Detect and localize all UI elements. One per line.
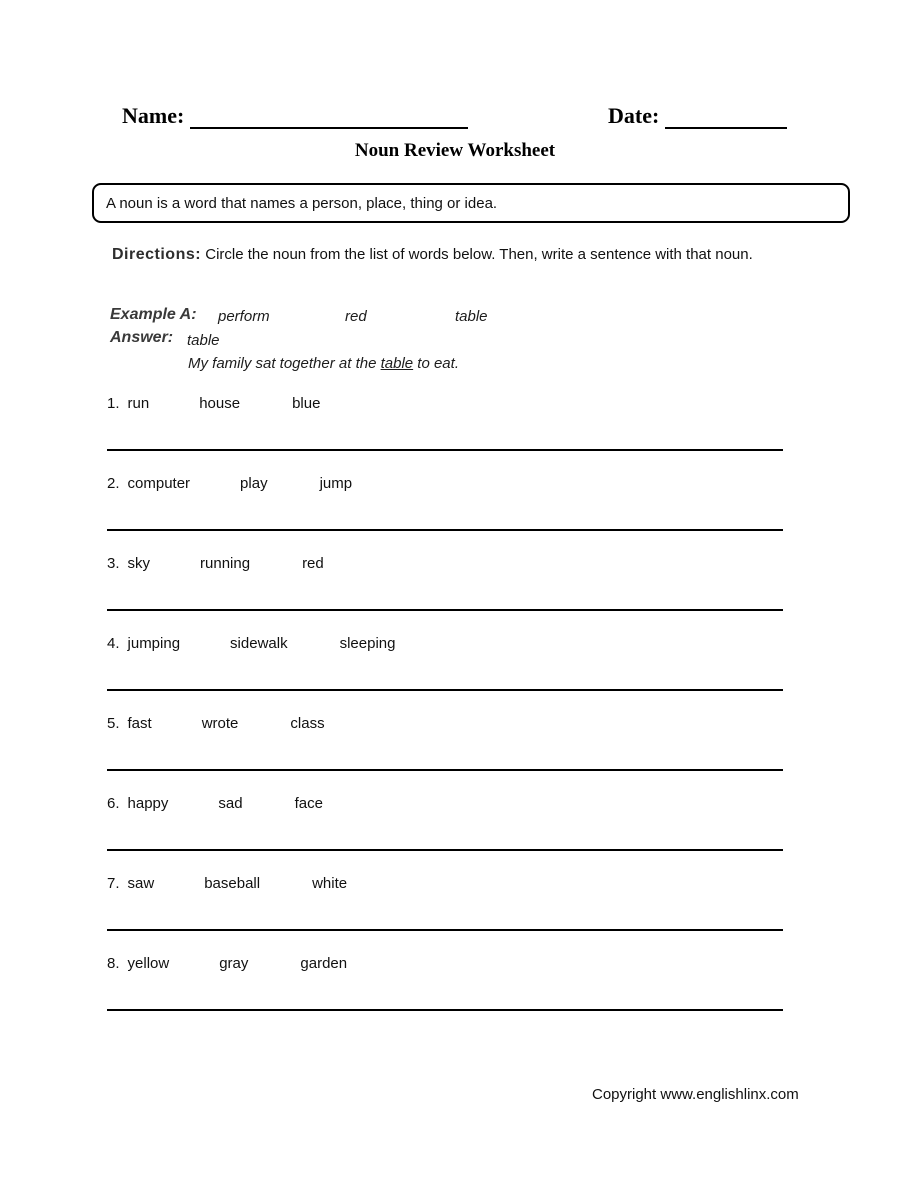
answer-write-line — [107, 769, 783, 771]
question-words — [107, 715, 783, 735]
question-word: yellow — [127, 955, 170, 972]
question-word: wrote — [201, 715, 239, 732]
question-word: garden — [300, 955, 348, 972]
question-words — [107, 555, 783, 575]
question-number: 7. — [107, 875, 120, 892]
question-word: red — [302, 555, 324, 572]
question-word: face — [294, 795, 323, 812]
answer-text: table — [187, 332, 220, 349]
directions — [107, 243, 797, 266]
question-words — [107, 395, 783, 415]
question-word: gray — [219, 955, 249, 972]
question-word: sad — [218, 795, 243, 812]
sentence-suffix: to eat. — [413, 355, 459, 372]
question-number: 4. — [107, 635, 120, 652]
question-word: jumping — [127, 635, 181, 652]
question-word: computer — [127, 475, 191, 492]
sentence-underlined-word: table — [380, 355, 414, 372]
question-word: blue — [292, 395, 321, 412]
definition-box — [92, 183, 850, 223]
question-item — [107, 475, 783, 555]
answer-write-line — [107, 609, 783, 611]
example-choice: perform — [218, 308, 270, 325]
question-number: 8. — [107, 955, 120, 972]
directions-text: Circle the noun from the list of words below. Then, write a sentence with that noun. — [205, 246, 753, 263]
question-list — [107, 395, 783, 1035]
question-word: saw — [127, 875, 155, 892]
definition-text: A noun is a word that names a person, place, thing or idea. — [106, 194, 498, 212]
question-item — [107, 635, 783, 715]
question-word: running — [200, 555, 251, 572]
question-word: sleeping — [339, 635, 396, 652]
sentence-prefix: My family sat together at the — [188, 355, 381, 372]
answer-write-line — [107, 529, 783, 531]
answer-write-line — [107, 449, 783, 451]
question-item — [107, 795, 783, 875]
question-words — [107, 475, 783, 495]
answer-label: Answer: — [110, 329, 174, 346]
question-words — [107, 875, 783, 895]
question-word: play — [240, 475, 268, 492]
question-word: sky — [127, 555, 151, 572]
question-item — [107, 875, 783, 955]
answer-write-line — [107, 1009, 783, 1011]
copyright-text: Copyright www.englishlinx.com — [592, 1086, 799, 1103]
answer-write-line — [107, 689, 783, 691]
name-field — [122, 103, 468, 129]
question-item — [107, 555, 783, 635]
question-number: 1. — [107, 395, 120, 412]
example-label: Example A: — [110, 306, 197, 323]
question-number: 5. — [107, 715, 120, 732]
question-item — [107, 395, 783, 475]
example-choice: table — [455, 308, 488, 325]
page-title: Noun Review Worksheet — [354, 140, 556, 161]
question-word: fast — [127, 715, 152, 732]
question-word: house — [199, 395, 241, 412]
question-number: 3. — [107, 555, 120, 572]
question-word: class — [290, 715, 325, 732]
date-field — [608, 103, 787, 129]
question-words — [107, 635, 783, 655]
question-words — [107, 955, 783, 975]
question-number: 2. — [107, 475, 120, 492]
question-item — [107, 715, 783, 795]
question-word: baseball — [204, 875, 261, 892]
answer-write-line — [107, 929, 783, 931]
name-blank-line — [190, 105, 468, 129]
name-label: Name: — [122, 103, 185, 128]
question-word: jump — [319, 475, 353, 492]
answer-write-line — [107, 849, 783, 851]
question-item — [107, 955, 783, 1035]
example-sentence — [188, 355, 459, 372]
example-choice: red — [345, 308, 367, 325]
date-blank-line — [665, 105, 787, 129]
question-number: 6. — [107, 795, 120, 812]
question-word: sidewalk — [230, 635, 288, 652]
question-word: happy — [127, 795, 169, 812]
question-words — [107, 795, 783, 815]
date-label: Date: — [608, 103, 660, 128]
question-word: run — [127, 395, 150, 412]
question-word: white — [312, 875, 348, 892]
directions-label: Directions: — [112, 246, 202, 263]
